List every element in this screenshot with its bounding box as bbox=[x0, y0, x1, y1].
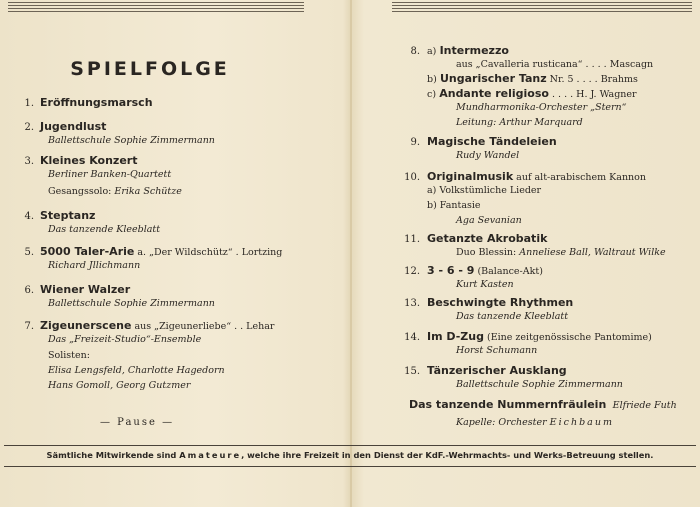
item-detail: (Eine zeitgenössische Pantomime) bbox=[483, 332, 652, 343]
program-item-8: 8. a) Intermezzo aus „Cavalleria rusticana“ . . . . Mascagn b) Ungarischer Tanz Nr. 5 . . . . Brahms c) Andante religioso . . . . H. J. Wagner Mundharmonika-Orchester „Stern“ Leitung: Arthur Marquard bbox=[352, 44, 653, 129]
item-performer: Mundharmonika-Orchester „Stern“ bbox=[456, 102, 627, 113]
item-performer: Kurt Kasten bbox=[456, 279, 514, 290]
item-performer: Ballettschule Sophie Zimmermann bbox=[456, 379, 623, 390]
item-title: Andante religioso bbox=[439, 87, 549, 100]
program-item-10: 10. Originalmusik auf alt-arabischem Kannon a) Volkstümliche Lieder b) Fantasie Aga Sevanian bbox=[352, 170, 646, 227]
soloists-line-1: Elisa Lengsfeld, Charlotte Hagedorn bbox=[48, 365, 225, 376]
program-item-9: 9. Magische Tändeleien Rudy Wandel bbox=[352, 135, 557, 162]
item-performer: Das „Freizeit-Studio“-Ensemble bbox=[48, 334, 202, 345]
program-item-13: 13. Beschwingte Rhythmen Das tanzende Kleeblatt bbox=[352, 296, 573, 323]
program-item-12: 12. 3 - 6 - 9 (Balance-Akt) Kurt Kasten bbox=[352, 264, 543, 291]
program-item-11: 11. Getanzte Akrobatik Duo Blessin: Anneliese Ball, Waltraut Wilke bbox=[404, 232, 666, 258]
program-item-6: 6. Wiener Walzer Ballettschule Sophie Zimmermann bbox=[0, 283, 215, 310]
item-title: Getanzte Akrobatik bbox=[427, 232, 548, 245]
item-sub-a: a) Volkstümliche Lieder bbox=[427, 185, 542, 196]
footer-rule-bottom bbox=[4, 466, 696, 467]
item-performer: Rudy Wandel bbox=[456, 150, 520, 161]
item-title: Kleines Konzert bbox=[40, 154, 138, 167]
item-performer: Berliner Banken-Quartett bbox=[48, 169, 172, 180]
decorative-rule-left bbox=[8, 2, 304, 12]
footer-rule-top bbox=[4, 445, 696, 446]
item-detail: . . . . H. J. Wagner bbox=[548, 89, 637, 100]
item-performer: Ballettschule Sophie Zimmermann bbox=[48, 298, 215, 309]
program-item-2: 2. Jugendlust Ballettschule Sophie Zimmermann bbox=[0, 120, 215, 147]
item-performer: Ballettschule Sophie Zimmermann bbox=[48, 135, 215, 146]
program-item-14: 14. Im D-Zug (Eine zeitgenössische Pantomime) Horst Schumann bbox=[352, 330, 652, 357]
item-title: Tänzerischer Ausklang bbox=[427, 364, 567, 377]
orchestra-spaced: Eichbaum bbox=[549, 417, 614, 428]
item-title: Wiener Walzer bbox=[40, 283, 131, 296]
item-title: 3 - 6 - 9 bbox=[427, 264, 475, 277]
item-detail: Nr. 5 . . . . Brahms bbox=[546, 74, 638, 85]
item-detail: auf alt-arabischem Kannon bbox=[513, 172, 647, 183]
item-performer: Elfriede Futh bbox=[612, 400, 677, 411]
item-extra-label: Gesangssolo: bbox=[48, 186, 115, 197]
item-detail: a. „Der Wildschütz“ . Lortzing bbox=[134, 247, 283, 258]
item-title: Im D-Zug bbox=[427, 330, 484, 343]
item-title: Magische Tändeleien bbox=[427, 135, 557, 148]
item-title: Ungarischer Tanz bbox=[439, 72, 547, 85]
item-title: Originalmusik bbox=[427, 170, 514, 183]
program-item-3: 3. Kleines Konzert Berliner Banken-Quartett Gesangssolo: Erika Schütze bbox=[0, 154, 182, 198]
item-performer: Horst Schumann bbox=[456, 345, 538, 356]
item-performer: Aga Sevanian bbox=[456, 215, 522, 226]
item-leader: Leitung: Arthur Marquard bbox=[456, 117, 583, 128]
item-title: Zigeunerscene bbox=[40, 319, 132, 332]
program-item-4: 4. Steptanz Das tanzende Kleeblatt bbox=[0, 209, 160, 236]
soloists-line-2: Hans Gomoll, Georg Gutzmer bbox=[48, 380, 191, 391]
item-performer: Das tanzende Kleeblatt bbox=[456, 311, 569, 322]
item-sub-b: b) Fantasie bbox=[427, 200, 481, 211]
orchestra-label: Kapelle: bbox=[456, 417, 499, 428]
orchestra-name: Orchester bbox=[498, 417, 550, 428]
item-detail: (Balance-Akt) bbox=[474, 266, 543, 277]
item-title: Steptanz bbox=[40, 209, 96, 222]
item-detail: aus „Cavalleria rusticana“ . . . . Mascagn bbox=[456, 59, 654, 70]
item-title: Eröffnungsmarsch bbox=[40, 96, 153, 109]
item-title: Jugendlust bbox=[40, 120, 107, 133]
decorative-rule-right bbox=[392, 2, 692, 12]
item-title: Intermezzo bbox=[439, 44, 509, 57]
pause-label: — Pause — bbox=[100, 417, 175, 428]
item-extra-name: Erika Schütze bbox=[114, 186, 182, 197]
program-item-1: 1. Eröffnungsmarsch bbox=[24, 96, 153, 109]
item-title: Das tanzende Nummernfräulein bbox=[409, 398, 607, 411]
item-performer: Richard Jllichmann bbox=[48, 260, 141, 271]
item-detail: aus „Zigeunerliebe“ . . Lehar bbox=[131, 321, 275, 332]
program-item-final bbox=[409, 398, 677, 429]
soloists-label: Solisten: bbox=[48, 350, 90, 361]
program-item-15: 15. Tänzerischer Ausklang Ballettschule Sophie Zimmermann bbox=[352, 364, 623, 391]
program-item-7: 7. Zigeunerscene aus „Zigeunerliebe“ . . Lehar Das „Freizeit-Studio“-Ensemble Solisten: Elisa Lengsfeld, Charlotte Hagedorn Hans Gomoll, Georg Gutzmer bbox=[0, 319, 274, 392]
item-title: 5000 Taler-Arie bbox=[40, 245, 135, 258]
program-item-5: 5. 5000 Taler-Arie a. „Der Wildschütz“ . Lortzing Richard Jllichmann bbox=[0, 245, 282, 272]
page-title: SPIELFOLGE bbox=[70, 58, 230, 80]
item-performer: Anneliese Ball, Waltraut Wilke bbox=[519, 247, 666, 258]
item-title: Beschwingte Rhythmen bbox=[427, 296, 574, 309]
footer-note: Sämtliche Mitwirkende sind Amateure, welche ihre Freizeit in den Dienst der KdF.-Wehrmachts- und Werks-Betreuung stellen. bbox=[46, 450, 654, 460]
item-performer: Das tanzende Kleeblatt bbox=[48, 224, 161, 235]
